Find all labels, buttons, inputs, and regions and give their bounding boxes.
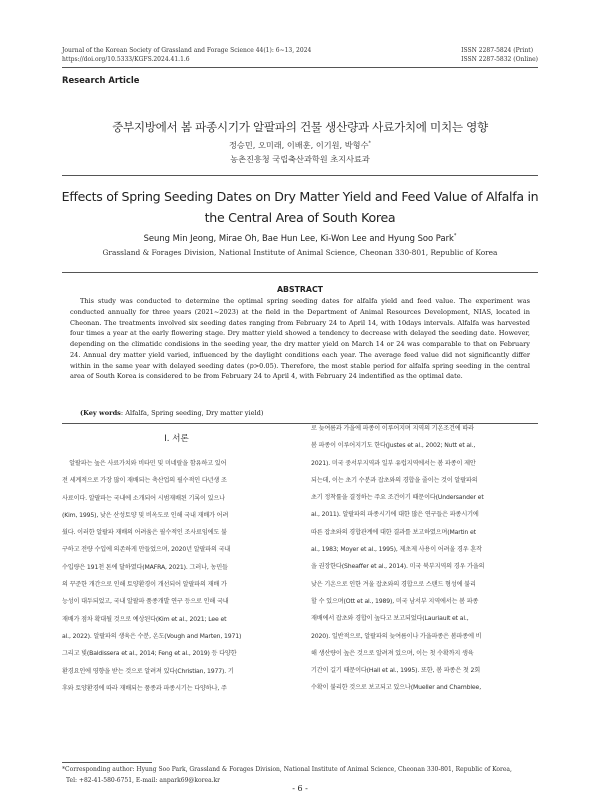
title-rule (62, 175, 538, 176)
abstract-top-rule (62, 272, 538, 273)
korean-author-names: 정승민, 오미래, 이배훈, 이기원, 박형수 (229, 140, 369, 150)
abstract-p-symbol: p (249, 361, 254, 370)
body-line: 수확이 불리한 것으로 보고되고 있으나(Mueller and Chamblee, (311, 684, 481, 692)
footnote-line-2: Tel: +82-41-580-6751, E-mail: anpark69@korea.kr (66, 776, 221, 784)
body-line: 그리고 빛(Baldissera et al., 2014; Feng et al., 2019) 등 다양한 (62, 650, 237, 658)
doi-link[interactable]: https://doi.org/10.5333/KGFS.2024.41.1.6 (62, 56, 190, 63)
body-line: (Kim, 1995), 낮은 산성토양 및 비옥도로 인해 국내 재배가 어려 (62, 511, 229, 519)
body-line: 재배에서 잡초와 경합이 높다고 보고되었다(Lauriault et al., (311, 615, 469, 623)
section-heading: Ⅰ. 서론 (164, 434, 189, 444)
body-line: al., 2022). 알팔파의 생육은 수분, 온도(Vough and Marten, 1971) (62, 632, 242, 640)
footnote-rule (62, 762, 152, 763)
body-line: 후와 토양환경에 따라 재배되는 품종과 파종시기는 다양하나, 주 (62, 684, 227, 692)
body-line: 알팔파는 높은 사료가치와 비타민 및 미네랄을 함유하고 있어 (62, 460, 227, 467)
body-line: 되는데, 이는 초기 수분과 잡초와의 경합을 줄이는 것이 알팔파의 (311, 476, 478, 484)
body-right-column (311, 420, 538, 697)
page-number: - 6 - (292, 784, 308, 793)
body-line: 사료이다. 알팔파는 국내에 소개되어 시범재배된 기록이 있으나 (62, 494, 225, 502)
korean-title: 중부지방에서 봄 파종시기가 알팔파의 건물 생산량과 사료가치에 미치는 영향 (112, 120, 488, 134)
body-line: 해 생산량이 높은 것으로 알려져 있으며, 이는 첫 수확까지 생육 (311, 649, 474, 657)
body-line: 2020). 일반적으로, 알팔파의 늦여름이나 가을파종은 봄파종에 비 (311, 632, 482, 640)
abstract-text (70, 296, 530, 382)
body-line: 로 늦여름과 가을에 파종이 이루어지며 지역의 기온조건에 따라 (311, 425, 474, 432)
body-line: 봄 파종이 이루어지기도 한다(Justes et al., 2002; Nutt et al., (311, 442, 476, 450)
body-line: 구하고 전량 수입에 의존하게 만들었으며, 2020년 알팔파의 국내 (62, 546, 231, 554)
body-line: 을 권장한다(Sheaffer et al., 2014). 미국 북부지역의 경우 가을의 (311, 563, 485, 571)
body-line: 초기 정착률을 결정하는 주요 조건이기 때문이다(Undersander et (311, 494, 484, 502)
header-rule (62, 67, 538, 68)
abstract-heading: ABSTRACT (277, 285, 323, 294)
body-line: 기간이 길기 때문이다(Hall et al., 1995). 또한, 봄 파종은 첫 2회 (311, 667, 481, 675)
body-line: al., 1983; Moyer et al., 1995), 제초제 사용이 어려울 경우 혼작 (311, 546, 482, 554)
keywords-text: : Alfalfa, Spring seeding, Dry matter yield) (120, 409, 264, 417)
body-left-column (62, 455, 291, 697)
abstract-text-part1: This study was conducted to determine the optimal spring seeding dates for alfalfa yield and feed value. The experiment was conducted annually for three years (2021~2023) at the field in the Department of Animal Resources Development, NIAS, located in Cheonan. The treatments involved six seeding dates ranging from February 24 to April 14, with 10days intervals. Alfalfa was harvested four times a year at the early flowering stage. Dry matter yield showed a tendency to decrease with delayed the seeding date. However, depending on the climatidc condisions in the seeding year, the dry matter yield on March 14 or 24 was comparable to that on February 24. Annual dry matter yield varied, influenced by the daylight conditions each year. The average feed value did not significantly differ within in the same year with delayed seeding dates ( (70, 297, 530, 370)
body-line: 웠다. 이러한 알팔파 재배의 어려움은 필수적인 조사료임에도 불 (62, 529, 227, 537)
english-title: Effects of Spring Seeding Dates on Dry Matter Yield and Feed Value of Alfalfa in the Central Area of South Korea (61, 189, 539, 225)
body-line: 2021). 미국 중서부지역과 일부 유럽지역에서는 봄 파종이 제안 (311, 459, 476, 467)
issn-print: ISSN 2287-5824 (Print) (461, 47, 534, 54)
footnote-line-1: *Corresponding author: Hyung Soo Park, Grassland & Forages Division, National Institute of Animal Science, Cheonan 330-801, Republic of Korea, (62, 766, 512, 773)
body-line: 재배가 점차 확대될 것으로 예상된다(Kim et al., 2021; Lee et (62, 615, 227, 623)
body-line: 할 수 있으며(Ott et al., 1989), 미국 남서부 지역에서는 봄 파종 (311, 597, 479, 605)
abstract-text-part2: >0.05). Therefore, the most stable period for alfalfa spring seeding in the central area of South Korea is considered to be from February 24 to April 4, with February 24 indentified as the optimal date. (70, 361, 530, 381)
english-affiliation: Grassland & Forages Division, National Institute of Animal Science, Cheonan 330-801, Republic of Korea (102, 248, 498, 257)
body-line: 전 세계적으로 가장 많이 재배되는 축산업의 필수적인 다년생 조 (62, 477, 227, 485)
body-line: 환경요인에 영향을 받는 것으로 알려져 있다(Christian, 1977). 기 (62, 667, 234, 675)
keywords (80, 409, 263, 417)
korean-authors (40, 140, 560, 151)
journal-citation: Journal of the Korean Society of Grassland and Forage Science 44(1): 6~13, 2024 (62, 47, 312, 54)
korean-affiliation: 농촌진흥청 국립축산과학원 초지사료과 (230, 154, 370, 164)
body-line: 낮은 기온으로 인한 겨울 잡초와의 경합으로 스탠드 형성에 불리 (311, 580, 476, 588)
body-line: 수입량은 191천 톤에 달하였다(MAFRA, 2021). 그러나, 농민들 (62, 563, 228, 571)
issn-online: ISSN 2287-5832 (Online) (461, 56, 538, 63)
keywords-label: (Key words (80, 409, 121, 417)
body-line: 능성이 대두되었고, 국내 알팔파 품종개발 연구 등으로 인해 국내 (62, 598, 229, 606)
article-type: Research Article (62, 75, 140, 85)
journal-header (62, 46, 538, 64)
english-author-mark: * (453, 233, 457, 240)
english-author-names: Seung Min Jeong, Mirae Oh, Bae Hun Lee, Ki-Won Lee and Hyung Soo Park (143, 233, 454, 243)
body-line: 의 꾸준한 개간으로 인해 토양환경이 개선되어 알팔파의 재배 가 (62, 581, 227, 589)
korean-author-mark: * (368, 140, 371, 147)
english-authors (40, 233, 560, 243)
body-line: al., 2011). 알팔파의 파종시기에 대한 많은 연구들은 파종시기에 (311, 511, 479, 519)
body-line: 따른 잡초와의 경합관계에 대한 결과를 보고하였으며(Martin et (311, 528, 476, 536)
